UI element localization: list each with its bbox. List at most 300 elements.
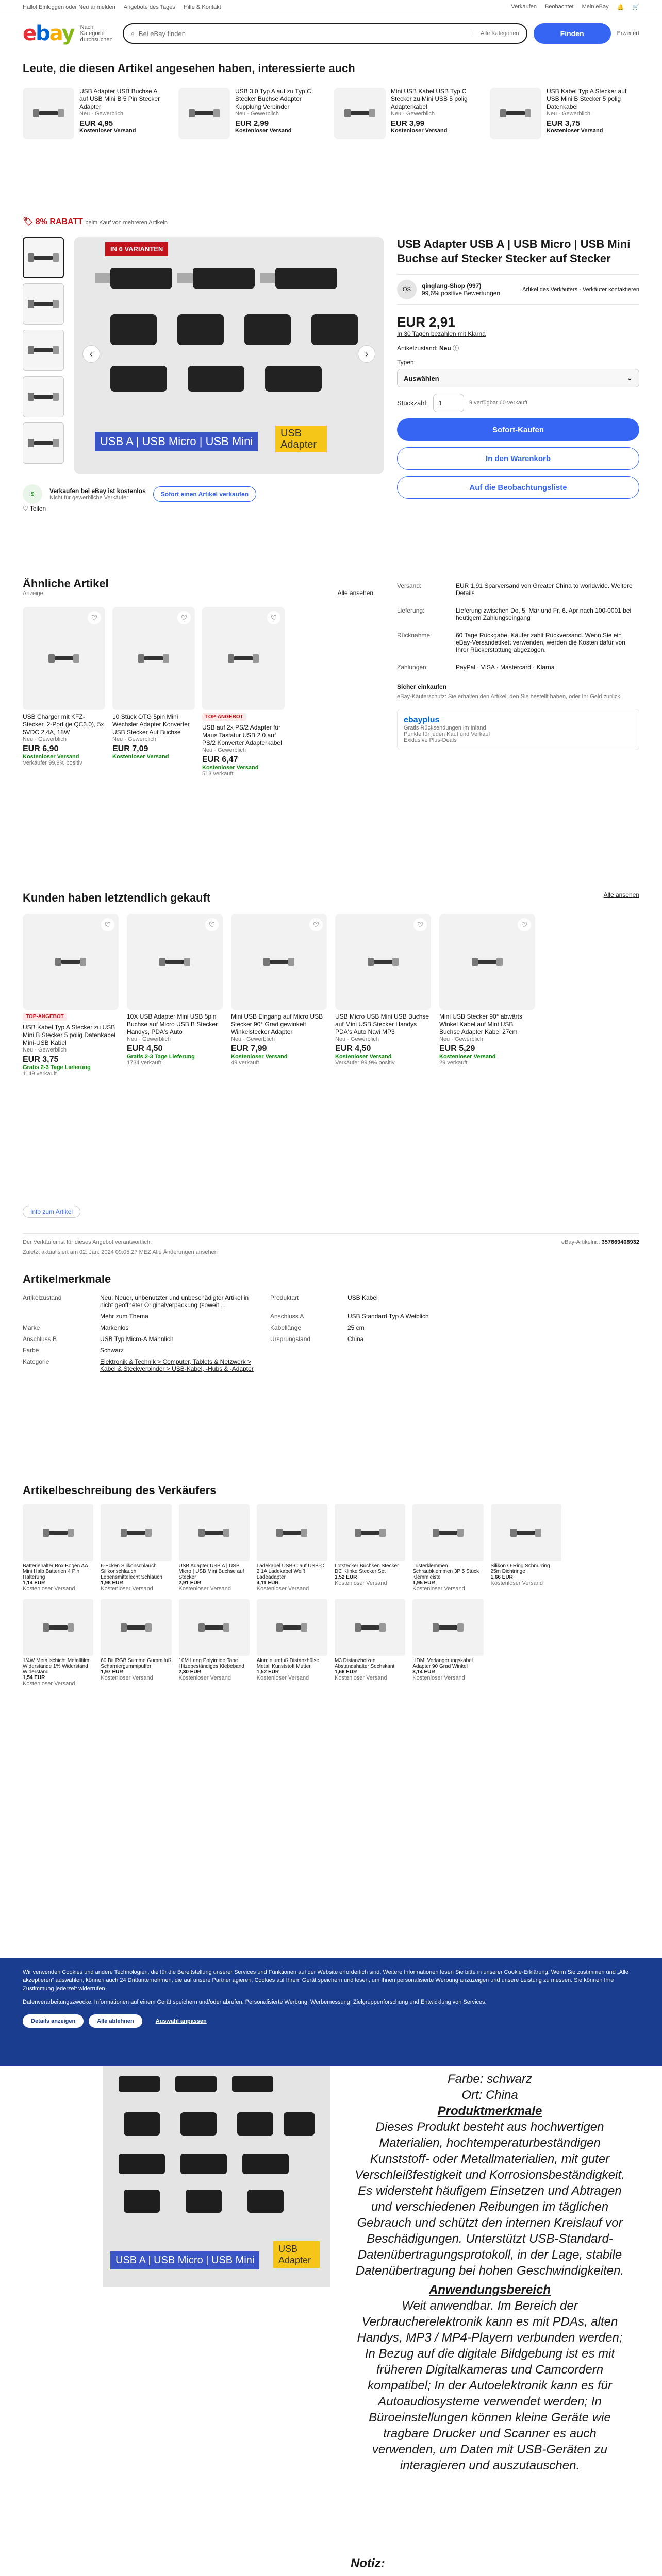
item-shipping: Kostenloser Versand — [490, 1580, 543, 1586]
recent-list — [23, 88, 639, 144]
list-item[interactable] — [491, 1504, 561, 1592]
features-heading: Produktmerkmale — [437, 2104, 542, 2118]
cookie-details-button[interactable]: Details anzeigen — [23, 2014, 84, 2028]
item-shipping: Kostenloser Versand — [235, 128, 292, 134]
item-shipping: Kostenloser Versand — [335, 1675, 387, 1681]
cookie-customize-button[interactable]: Auswahl anpassen — [155, 2018, 207, 2024]
product-thumbnail[interactable] — [335, 1599, 405, 1656]
more-info-link[interactable]: Mehr zum Thema — [100, 1313, 148, 1320]
item-title[interactable]: Ladekabel USB-C auf USB-C 2,1A Ladekabel Weiß Ladeadapter — [256, 1563, 324, 1580]
cart-icon[interactable]: 🛒 — [632, 4, 639, 10]
spec-key: Kategorie — [23, 1358, 49, 1365]
sell-promo — [23, 484, 384, 504]
list-item[interactable] — [202, 607, 285, 777]
item-info-row — [23, 1233, 639, 1245]
item-condition: Neu · Gewerblich — [23, 736, 67, 742]
bought-title: Kunden haben letztendlich gekauft — [23, 891, 211, 904]
product-thumbnail[interactable] — [335, 914, 431, 1010]
product-thumbnail[interactable] — [412, 1504, 483, 1561]
spec-value: Markenlos — [100, 1324, 129, 1331]
item-shipping: Kostenloser Versand — [439, 1054, 496, 1060]
item-title[interactable]: USB auf 2x PS/2 Adapter für Maus Tastatur USB 2.0 auf PS/2 Konverter Adapterkabel — [202, 724, 282, 747]
item-specifics-title: Artikelmerkmale — [23, 1273, 111, 1285]
item-title[interactable]: Mini USB Stecker 90° abwärts Winkel Kabel auf Mini USB Buchse Adapter Kabel 27cm — [439, 1013, 522, 1036]
color-line: Farbe: schwarz — [447, 2072, 533, 2086]
cookie-reject-button[interactable]: Alle ablehnen — [89, 2014, 142, 2028]
list-item[interactable] — [112, 607, 195, 777]
heart-icon[interactable]: ♡ — [518, 918, 531, 931]
buyer-protection-text: eBay-Käuferschutz: Sie erhalten den Artikel, den Sie bestellt haben, oder Ihr Geld zurück. — [397, 693, 622, 700]
quantity-label: Stückzahl: — [397, 399, 428, 407]
item-specifics — [23, 1273, 639, 1372]
watchlist-link[interactable]: Beobachtet — [544, 4, 574, 10]
product-info — [397, 237, 639, 499]
gallery-thumbnail[interactable] — [23, 237, 64, 278]
list-item[interactable] — [23, 1599, 93, 1687]
cookie-text: Wir verwenden Cookies und andere Technologien, die für die Bereitstellung unserer Services und Funktionen auf der Website erforderlich sind. Weitere Informationen lesen Sie bitte in unserer Cookie-Erklärung. Wenn Sie zustimmen und „Alle akzeptieren“ auswählen, können auch 24 Drittunternehmen, die auf unsere Partner agieren, Cookies auf Ihrem Gerät speichern und lesen, um Ihnen personalisierte Werbung anzuzeigen und unsere Leistung zu messen. Sie können Ihre Zustimmung jederzeit widerrufen. — [23, 1969, 628, 1992]
heart-icon[interactable]: ♡ — [88, 611, 101, 624]
type-select-value: Auswählen — [404, 374, 439, 382]
item-condition: Neu · Gewerblich — [202, 747, 246, 753]
item-shipping: Kostenloser Versand — [178, 1586, 231, 1592]
product-thumbnail[interactable] — [412, 1599, 483, 1656]
item-condition: Neu · Gewerblich — [127, 1036, 171, 1042]
bought-list — [23, 914, 639, 1077]
item-price: EUR 6,47 — [202, 755, 238, 764]
spec-key: Kabellänge — [270, 1324, 302, 1331]
product-price: EUR 2,91 — [397, 314, 455, 330]
product-thumbnail[interactable] — [179, 1504, 250, 1561]
list-item — [491, 1599, 561, 1687]
item-title[interactable]: Aluminiumfuß Distanzhülse Metall Kunststoff Mutter — [256, 1658, 319, 1669]
prev-image-button[interactable]: ‹ — [82, 345, 100, 363]
list-item[interactable] — [179, 1504, 250, 1592]
product-title: USB Adapter USB A | USB Micro | USB Mini Buchse auf Stecker Stecker auf Stecker — [397, 238, 631, 265]
item-title[interactable]: USB Charger mit KFZ-Stecker, 2-Port (je QC3.0), 5x 5VDC 2,4A, 18W — [23, 713, 104, 736]
list-item[interactable] — [412, 1599, 483, 1687]
bought-see-all-link[interactable]: Alle ansehen — [603, 891, 639, 899]
detail-value: 60 Tage Rückgabe. Käufer zahlt Rückversand. Wenn Sie ein eBay-Versandetikett verwenden, werden die Kosten dafür von Ihrer Rückerstattung abgezogen. — [456, 632, 625, 653]
product-thumbnail[interactable] — [23, 914, 119, 1010]
list-item[interactable] — [335, 1599, 405, 1687]
item-shipping: Kostenloser Versand — [391, 128, 448, 134]
deals-link[interactable]: Angebote des Tages — [123, 4, 175, 10]
item-title[interactable]: USB Kabel Typ A Stecker auf USB Mini B Stecker 5 polig Datenkabel — [547, 88, 627, 110]
item-price: 3,14 EUR — [412, 1669, 435, 1675]
item-title[interactable]: USB Kabel Typ A Stecker zu USB Mini B Stecker 5 polig Datenkabel Mini-USB Kabel — [23, 1024, 116, 1046]
heart-icon[interactable]: ♡ — [309, 918, 323, 931]
heart-icon[interactable]: ♡ — [413, 918, 427, 931]
advanced-search-link[interactable]: Erweitert — [617, 30, 639, 37]
spec-value: China — [347, 1335, 364, 1343]
quantity-row — [397, 394, 639, 412]
usage-heading: Anwendungsbereich — [428, 2283, 551, 2297]
seller-card — [397, 274, 639, 305]
item-price: 2,91 EUR — [178, 1580, 201, 1586]
item-title[interactable]: 10M Lang Polyimide Tape Hitzebeständiges Klebeband — [178, 1658, 244, 1669]
detail-label: Rücknahme: — [397, 632, 432, 639]
detail-label: Lieferung: — [397, 607, 425, 614]
item-title[interactable]: 10X USB Adapter Mini USB 5pin Buchse auf Micro USB B Stecker Handys, PDA's Auto — [127, 1013, 218, 1036]
type-label: Typen: — [397, 359, 416, 366]
search-input[interactable] — [123, 23, 527, 44]
variants-banner: IN 6 VARIANTEN — [105, 242, 168, 256]
item-price: EUR 7,09 — [112, 744, 148, 753]
item-price: 1,52 EUR — [335, 1574, 357, 1580]
spec-key: Ursprungsland — [270, 1335, 311, 1343]
item-title[interactable]: M3 Distanzbolzen Abstandshalter Sechskant — [335, 1658, 395, 1669]
list-item[interactable] — [179, 1599, 250, 1687]
header — [23, 19, 639, 48]
item-title[interactable]: USB Adapter USB Buchse A auf USB Mini B 5 Pin Stecker Adapter — [79, 88, 160, 110]
item-price: 1,14 EUR — [23, 1580, 45, 1586]
spec-value: 25 cm — [347, 1324, 365, 1331]
item-title[interactable]: Lötstecker Buchsen Stecker DC Klinke Stecker Set — [335, 1563, 399, 1574]
list-item — [569, 1504, 639, 1592]
item-shipping: Kostenloser Versand — [101, 1586, 153, 1592]
detail-row — [397, 602, 639, 626]
discount-sub: beim Kauf von mehreren Artikeln — [85, 219, 168, 226]
last-updated: Zuletzt aktualisiert am 02. Jan. 2024 09:05:27 MEZ Alle Änderungen ansehen — [23, 1249, 218, 1256]
item-shipping: Kostenloser Versand — [79, 128, 136, 134]
list-item[interactable] — [23, 914, 119, 1077]
similar-list — [23, 607, 373, 777]
item-price: EUR 7,99 — [231, 1044, 267, 1053]
item-condition: Neu · Gewerblich — [23, 1047, 67, 1053]
list-item[interactable] — [231, 914, 327, 1077]
item-condition: Neu · Gewerblich — [439, 1036, 483, 1042]
product-thumbnail[interactable] — [101, 1504, 171, 1561]
product-thumbnail[interactable] — [179, 1599, 250, 1656]
product-thumbnail[interactable] — [23, 1504, 93, 1561]
notes-heading: Notiz: — [351, 2556, 385, 2570]
item-price: 1,98 EUR — [101, 1580, 123, 1586]
discount-badge — [23, 216, 168, 227]
spec-value: USB Typ Micro-A Männlich — [100, 1335, 174, 1343]
item-condition: Neu · Gewerblich — [112, 736, 156, 742]
item-price: EUR 6,90 — [23, 744, 59, 753]
spec-key: Anschluss B — [23, 1335, 57, 1343]
list-item[interactable] — [335, 914, 431, 1077]
item-shipping: Kostenloser Versand — [547, 128, 603, 134]
ebay-plus-logo: ebayplus — [404, 716, 440, 724]
detail-label: Versand: — [397, 582, 422, 589]
sell-icon: $ — [23, 484, 42, 504]
product-thumbnail[interactable] — [23, 88, 74, 139]
description-image — [103, 2066, 330, 2287]
sell-link[interactable]: Verkaufen — [511, 4, 537, 10]
seller-description — [23, 1484, 639, 1687]
item-title[interactable]: 10 Stück OTG 5pin Mini Wechsler Adapter Konverter USB Stecker Auf Buchse — [112, 713, 190, 736]
list-item[interactable] — [127, 914, 223, 1077]
item-sold: 29 verkauft — [439, 1060, 468, 1066]
item-condition: Neu · Gewerblich — [79, 111, 123, 117]
item-shipping: Kostenloser Versand — [202, 765, 259, 771]
ebay-plus-box — [397, 709, 639, 750]
item-price: 4,11 EUR — [256, 1580, 279, 1586]
image-caption-banner: USB A | USB Micro | USB Mini — [110, 2251, 259, 2269]
heart-icon[interactable]: ♡ — [101, 918, 114, 931]
cookie-purposes-text: Datenverarbeitungszwecke: Informationen auf einem Gerät speichern und/oder abrufen. Personalisierte Werbung, Werbemessung, Zielgruppenforschung und Entwicklung von Services. — [23, 1999, 487, 2005]
usage-paragraph: Weit anwendbar. Im Bereich der Verbraucherelektronik kann es mit PDAs, alten Handys, MP3 / MP4-Playern verbunden werden; In Bezug auf die digitale Bildgebung ist es mit früheren Digitalkameras und Camcordern kompatibel; In der Autoelektronik kann es für Autoaudiosysteme verwendet werden; In Büroeinstellungen können kleine Geräte wie tragbare Drucker und Scanner es auch verwenden, um Daten mit USB-Geräten zu interagieren und auszutauschen. — [357, 2299, 623, 2472]
item-shipping: Kostenloser Versand — [23, 1681, 75, 1687]
item-title[interactable]: USB 3.0 Typ A auf zu Typ C Stecker Buchse Adapter Kupplung Verbinder — [235, 88, 311, 110]
gallery-thumbnail[interactable] — [23, 283, 64, 325]
item-price: EUR 3,75 — [547, 119, 581, 128]
list-item[interactable] — [412, 1504, 483, 1592]
item-price: EUR 4,50 — [335, 1044, 371, 1053]
product-thumbnail[interactable] — [178, 88, 230, 139]
list-item[interactable] — [101, 1599, 171, 1687]
list-item[interactable] — [178, 88, 323, 144]
chevron-down-icon: ⌄ — [627, 374, 633, 382]
item-price: EUR 4,50 — [127, 1044, 163, 1053]
item-title[interactable]: Silikon O-Ring Schnurring 25m Dichtringe — [490, 1563, 550, 1574]
heart-icon[interactable]: ♡ — [267, 611, 280, 624]
image-yellow-label: USB Adapter — [275, 426, 327, 452]
item-title[interactable]: USB Micro USB Mini USB Buchse auf Mini USB Stecker Handys PDA's Auto Navi MP3 — [335, 1013, 429, 1036]
list-item — [569, 1599, 639, 1687]
item-title[interactable]: 60 Bit RGB Summe Gummifuß Scharniergummipuffer — [101, 1658, 171, 1669]
item-shipping: Kostenloser Versand — [335, 1054, 392, 1060]
item-condition: Neu · Gewerblich — [231, 1036, 275, 1042]
product-thumbnail[interactable] — [127, 914, 223, 1010]
product-thumbnail[interactable] — [202, 607, 285, 710]
quantity-info: 9 verfügbar 60 verkauft — [469, 400, 528, 406]
item-price: 1,52 EUR — [256, 1669, 279, 1675]
seller-links[interactable]: Artikel des Verkäufers · Verkäufer kontaktieren — [522, 286, 639, 293]
item-title[interactable]: HDMI Verlängerungskabel Adapter 90 Grad Winkel — [412, 1658, 473, 1669]
description-text — [351, 2071, 629, 2473]
similar-title: Ähnliche Artikel — [23, 577, 109, 590]
item-title[interactable]: 1/4W Metallschicht Metallfilm Widerstände 1% Widerstand Widerstand — [23, 1658, 89, 1675]
plus-point: Gratis Rücksendungen im Inland — [404, 725, 486, 731]
spec-key: Farbe — [23, 1347, 39, 1354]
top-bar — [0, 0, 662, 14]
image-caption-banner: USB A | USB Micro | USB Mini — [95, 432, 258, 451]
sell-now-button[interactable]: Sofort einen Artikel verkaufen — [153, 486, 256, 502]
sell-title: Verkaufen bei eBay ist kostenlos — [49, 487, 146, 495]
item-number-label: eBay-Artikelnr.: — [561, 1239, 600, 1245]
product-thumbnail[interactable] — [439, 914, 535, 1010]
spec-value: Neu: Neuer, unbenutzter und unbeschädigter Artikel in nicht geöffneter Originalverpackung (soweit ... — [100, 1294, 249, 1309]
similar-see-all-link[interactable]: Alle ansehen — [337, 589, 373, 597]
gallery-thumbnail[interactable] — [23, 330, 64, 371]
product-thumbnail[interactable] — [23, 607, 105, 710]
product-thumbnail[interactable] — [101, 1599, 171, 1656]
spec-value: USB Kabel — [347, 1294, 378, 1301]
item-shipping: Kostenloser Versand — [335, 1580, 387, 1586]
condition-row — [397, 344, 639, 352]
item-shipping: Kostenloser Versand — [101, 1675, 153, 1681]
description-title: Artikelbeschreibung des Verkäufers — [23, 1484, 217, 1497]
item-sold: 1149 verkauft — [23, 1071, 57, 1077]
gallery-thumbnail[interactable] — [23, 376, 64, 417]
product-thumbnail[interactable] — [490, 88, 541, 139]
condition-label: Artikelzustand: — [397, 345, 438, 352]
add-to-cart-button[interactable]: In den Warenkorb — [397, 447, 639, 470]
item-sold: 49 verkauft — [231, 1060, 259, 1066]
search-placeholder: Bei eBay finden — [138, 29, 186, 38]
item-sold: 513 verkauft — [202, 771, 234, 777]
item-price: 1,66 EUR — [490, 1574, 513, 1580]
search-button[interactable]: Finden — [534, 23, 611, 44]
detail-value: Lieferung zwischen Do, 5. Mär und Fr, 6. Apr nach 100-0001 bei heutigem Zahlungseingang — [456, 607, 632, 621]
description-products — [23, 1504, 639, 1687]
item-shipping: Kostenloser Versand — [231, 1054, 288, 1060]
product-thumbnail[interactable] — [257, 1504, 327, 1561]
type-label-row — [397, 359, 639, 366]
item-shipping: Gratis 2-3 Tage Lieferung — [127, 1054, 195, 1060]
item-price: EUR 3,99 — [391, 119, 425, 128]
plus-point: Exklusive Plus-Deals — [404, 737, 457, 743]
report-button[interactable]: Info zum Artikel — [23, 1206, 80, 1218]
item-title[interactable]: 6-Ecken Silikonschlauch Silikonschlauch Lebensmittelecht Schlauch — [101, 1563, 162, 1580]
seller-rating[interactable]: 99,6% positive Bewertungen — [422, 290, 501, 297]
list-item[interactable] — [335, 1504, 405, 1592]
item-shipping: Kostenloser Versand — [178, 1675, 231, 1681]
top-offer-badge: TOP-ANGEBOT — [202, 713, 246, 721]
product-thumbnail[interactable] — [23, 1599, 93, 1656]
seller-responsibility-text: Der Verkäufer ist für dieses Angebot verantwortlich. — [23, 1239, 152, 1245]
add-to-watchlist-button[interactable]: Auf die Beobachtungsliste — [397, 476, 639, 499]
heart-icon[interactable]: ♡ — [177, 611, 191, 624]
detail-row — [397, 626, 639, 658]
list-item[interactable] — [101, 1504, 171, 1592]
type-select[interactable] — [397, 369, 639, 387]
list-item[interactable] — [490, 88, 634, 144]
item-title[interactable]: Batteriehalter Box Bögen AA Mini Halb Batterien 4 Pin Halterung — [23, 1563, 88, 1580]
item-shipping: Gratis 2-3 Tage Lieferung — [23, 1064, 91, 1071]
help-link[interactable]: Hilfe & Kontakt — [183, 4, 221, 10]
spec-key — [23, 1313, 90, 1320]
item-condition: Neu · Gewerblich — [335, 1036, 379, 1042]
category-breadcrumb[interactable]: Elektronik & Technik > Computer, Tablets & Netzwerk > Kabel & Steckverbinder > USB-Kabel, -Hubs & -Adapter — [100, 1358, 254, 1372]
item-condition: Neu · Gewerblich — [547, 111, 590, 117]
quantity-input[interactable]: 1 — [433, 394, 464, 412]
shipping-details — [397, 577, 639, 750]
klarna-link[interactable]: In 30 Tagen bezahlen mit Klarna — [397, 330, 486, 337]
top-offer-badge: TOP-ANGEBOT — [23, 1013, 67, 1021]
item-condition: Neu · Gewerblich — [235, 111, 279, 117]
item-price: 2,30 EUR — [178, 1669, 201, 1675]
gallery-thumbnail[interactable] — [23, 422, 64, 464]
item-price: EUR 5,29 — [439, 1044, 475, 1053]
seller-name[interactable]: qinglang-Shop (997) — [422, 282, 482, 290]
detail-row — [397, 658, 639, 676]
bell-icon[interactable]: 🔔 — [617, 4, 624, 10]
detail-value: EUR 1,91 Sparversand von Greater China to worldwide. Weitere Details — [456, 582, 633, 597]
product-thumbnail[interactable] — [491, 1504, 561, 1561]
item-price: 1,95 EUR — [412, 1580, 435, 1586]
heart-icon[interactable]: ♡ — [205, 918, 219, 931]
image-gallery — [23, 237, 384, 474]
list-item[interactable] — [23, 1504, 93, 1592]
ebay-logo[interactable]: ebay — [23, 22, 74, 45]
item-title[interactable]: Mini USB Kabel USB Typ C Stecker zu Mini USB 5 polig Adapterkabel — [391, 88, 468, 110]
next-image-button[interactable]: › — [358, 345, 375, 363]
item-shipping: Kostenloser Versand — [256, 1586, 309, 1592]
info-icon[interactable]: ⓘ — [453, 345, 459, 352]
cookie-banner — [0, 1958, 662, 2066]
spec-value: USB Standard Typ A Weiblich — [347, 1313, 429, 1320]
list-item[interactable] — [23, 607, 105, 777]
item-shipping: Kostenloser Versand — [23, 754, 79, 760]
features-paragraph: Dieses Produkt besteht aus hochwertigen Materialien, hochtemperaturbeständigen Kunststoff- oder Metallmaterialien, mit guter Verschleißfestigkeit und Korrosionsbeständigkeit. Es widersteht häufigem Einsetzen und Abtragen und verschiedenen Reibungen im täglichen Gebrauch und schützt den internen Kreislauf vor Beschädigungen. Unterstützt USB-Standard-Datenübertragungsprotokoll, in der Lage, stabile Datenübertragung bei hohen Geschwindigkeiten. — [355, 2120, 625, 2278]
share-button[interactable]: ♡ Teilen — [23, 505, 46, 512]
detail-label: Zahlungen: — [397, 664, 428, 671]
category-select[interactable]: Alle Kategorien — [474, 30, 519, 37]
my-ebay-link[interactable]: Mein eBay — [582, 4, 609, 10]
similar-sub: Anzeige — [23, 590, 43, 597]
discount-text: 8% RABATT — [35, 217, 83, 226]
item-price: EUR 2,99 — [235, 119, 269, 128]
spec-key: Anschluss A — [270, 1313, 304, 1320]
specifics-grid — [23, 1294, 639, 1372]
item-info — [23, 1206, 639, 1256]
buy-now-button[interactable]: Sofort-Kaufen — [397, 418, 639, 441]
thumbnail-column — [23, 237, 69, 469]
spec-key: Artikelzustand — [23, 1294, 62, 1301]
item-title[interactable]: USB Adapter USB A | USB Micro | USB Mini Buchse auf Stecker — [178, 1563, 244, 1580]
spec-key: Produktart — [270, 1294, 299, 1301]
item-sold: Verkäufer 99,9% positiv — [23, 760, 82, 766]
item-shipping: Kostenloser Versand — [412, 1675, 465, 1681]
product-thumbnail[interactable] — [257, 1599, 327, 1656]
item-number: 357669408932 — [601, 1239, 639, 1245]
item-sold: Verkäufer 99,9% positiv — [335, 1060, 395, 1066]
tag-icon: 🏷 — [23, 217, 34, 226]
item-price: EUR 3,75 — [23, 1055, 59, 1064]
item-title[interactable]: Lüsterklemmen Schraubklemmen 3P 5 Stück Klemmleiste — [412, 1563, 479, 1580]
list-item[interactable] — [334, 88, 478, 144]
main-product-image[interactable] — [74, 237, 384, 474]
list-item[interactable] — [23, 88, 167, 144]
sell-sub: Nicht für gewerbliche Verkäufer — [49, 495, 128, 501]
notes-block — [351, 2555, 629, 2576]
spec-key: Marke — [23, 1324, 40, 1331]
sign-in-link[interactable]: Hallo! Einloggen oder Neu anmelden — [23, 4, 115, 10]
item-shipping: Kostenloser Versand — [412, 1586, 465, 1592]
list-item[interactable] — [257, 1599, 327, 1687]
item-price: 1,66 EUR — [335, 1669, 357, 1675]
detail-row — [397, 577, 639, 602]
category-menu[interactable]: Nach Kategorie durchsuchen — [80, 24, 113, 43]
list-item[interactable] — [439, 914, 535, 1077]
plus-point: Punkte für jeden Kauf und Verkauf — [404, 731, 490, 737]
search-icon: ⌕ — [130, 29, 135, 37]
buyer-protection-title: Sicher einkaufen — [397, 683, 447, 690]
cookie-buttons — [23, 2014, 639, 2028]
condition-value: Neu — [439, 345, 451, 352]
similar-items — [23, 577, 373, 777]
product-thumbnail[interactable] — [334, 88, 386, 139]
spec-value: Schwarz — [100, 1347, 124, 1354]
item-sold: 1734 verkauft — [127, 1060, 161, 1066]
customers-bought — [23, 891, 639, 1077]
item-shipping: Kostenloser Versand — [256, 1675, 309, 1681]
item-price: 1,54 EUR — [23, 1675, 45, 1681]
seller-avatar[interactable]: QS — [397, 280, 417, 299]
product-thumbnail[interactable] — [335, 1504, 405, 1561]
item-condition: Neu · Gewerblich — [391, 111, 435, 117]
list-item[interactable] — [257, 1504, 327, 1592]
origin-line: Ort: China — [461, 2088, 518, 2102]
item-price: 1,97 EUR — [101, 1669, 123, 1675]
item-title[interactable]: Mini USB Eingang auf Micro USB Stecker 90° Grad gewinkelt Winkelstecker Adapter — [231, 1013, 323, 1036]
product-thumbnail[interactable] — [231, 914, 327, 1010]
product-thumbnail[interactable] — [112, 607, 195, 710]
